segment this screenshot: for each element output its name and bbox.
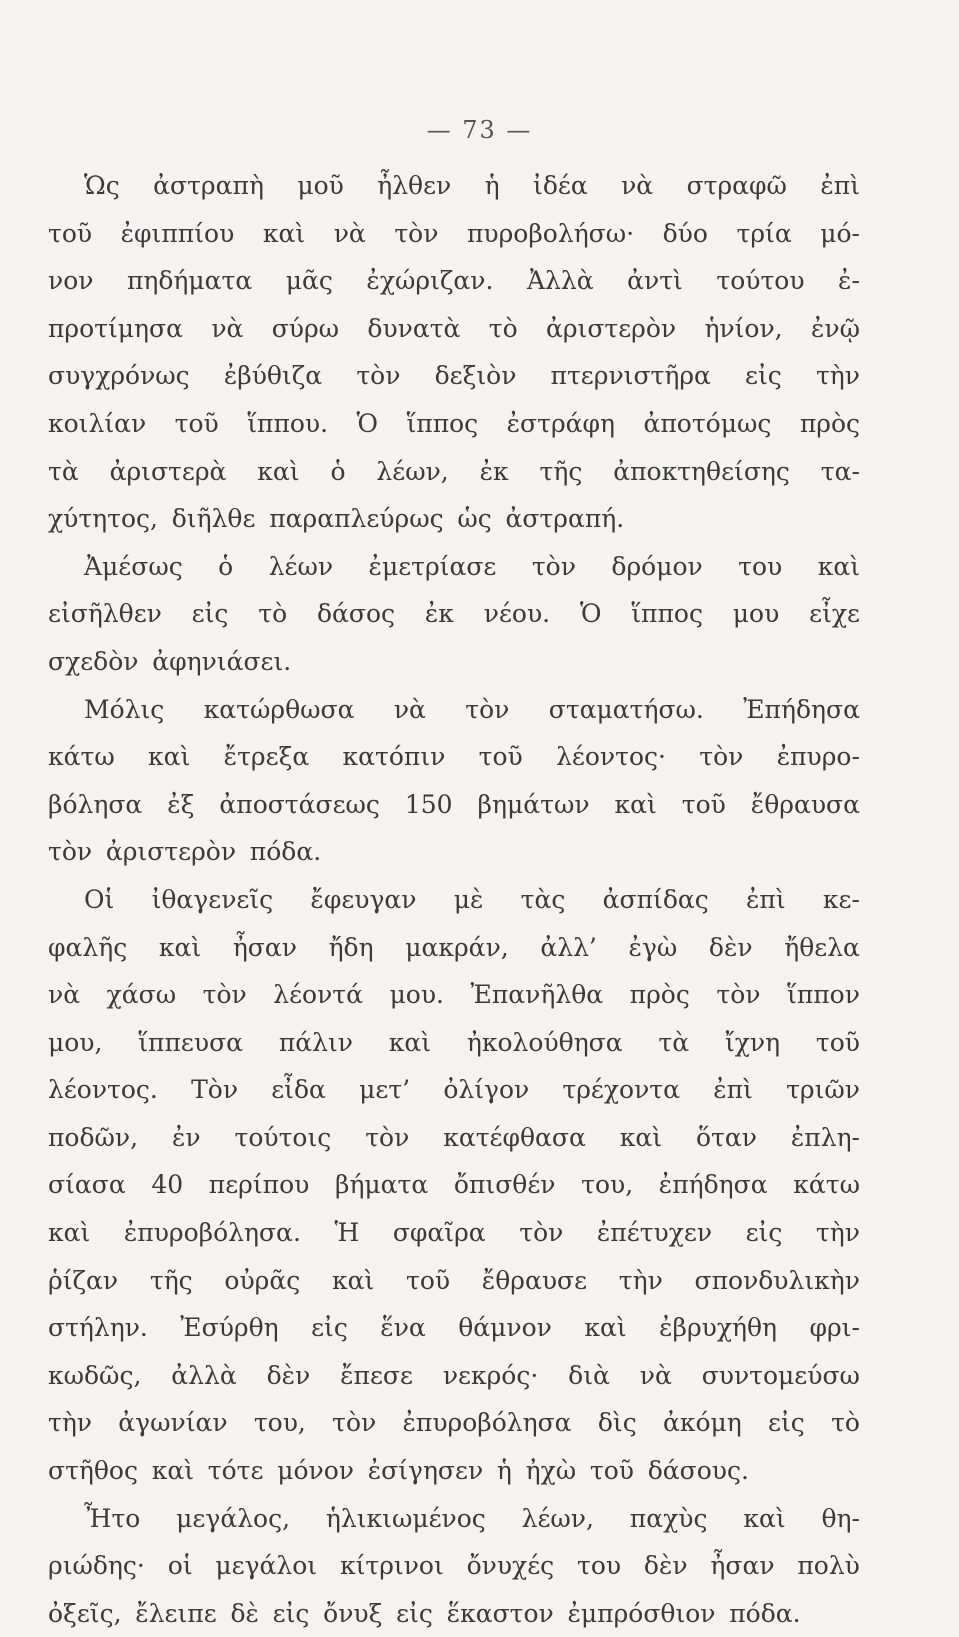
text-line <box>48 495 860 543</box>
text-line <box>48 1114 860 1162</box>
text-line <box>48 686 860 734</box>
word: οἱ <box>167 1551 193 1581</box>
text-line <box>48 257 860 305</box>
word: καὶ <box>257 456 300 486</box>
word: εἰς <box>396 1598 433 1628</box>
word: Ἀλλὰ <box>526 266 594 296</box>
word: πυροβολήσω· <box>466 218 635 248</box>
word: 150 <box>404 789 453 819</box>
word: ῥίζαν <box>48 1265 119 1295</box>
word: στραφῶ <box>686 171 787 200</box>
word: ὡς <box>457 504 492 534</box>
word: χάσω <box>106 980 177 1010</box>
word: ἔπεσε <box>340 1360 413 1390</box>
word: ἐπὶ <box>746 884 786 914</box>
text-line <box>48 733 860 781</box>
word: νὰ <box>639 1360 672 1390</box>
word: νὰ <box>333 218 366 248</box>
word: καὶ <box>151 1456 195 1486</box>
word: ἔφευγαν <box>310 884 417 914</box>
word: τούτου <box>716 266 805 296</box>
word: Ὁ <box>356 408 379 438</box>
word: μόνον <box>277 1456 354 1486</box>
word: κάτω <box>48 742 115 772</box>
word: καὶ <box>743 1503 786 1533</box>
word: καὶ <box>148 742 191 772</box>
word: δεξιὸν <box>434 361 517 391</box>
word: τὸ <box>831 1408 860 1438</box>
word: ἐκ <box>479 456 509 486</box>
word: νὰ <box>621 171 654 200</box>
word: ἡ <box>496 1456 512 1486</box>
word: νεκρός· <box>442 1360 539 1390</box>
word: ἔλειπε <box>135 1598 217 1628</box>
word: ἐσίγησεν <box>367 1456 484 1486</box>
word: κατώρθωσα <box>203 694 355 724</box>
page-number: — 73 — <box>426 116 533 144</box>
word: ἐπήδησα <box>658 1170 768 1200</box>
word: εἰς <box>745 361 782 391</box>
word: Τὸν <box>191 1075 239 1105</box>
word: ἀφηνιάσει. <box>152 646 292 676</box>
word: τοῦ <box>815 1027 860 1057</box>
word: ἀριστερὸν <box>105 837 237 867</box>
word: τὸν <box>465 694 510 724</box>
word: παχὺς <box>629 1503 708 1533</box>
word: τὰς <box>520 884 566 914</box>
word: νὰ <box>393 694 426 724</box>
word: τὴν <box>48 1408 93 1438</box>
word: ἐπέτυχεν <box>596 1218 713 1248</box>
word: ἀγωνίαν <box>118 1408 228 1438</box>
word: νὰ <box>211 313 244 343</box>
word: ὅταν <box>696 1122 757 1152</box>
word: ἔθραυσα <box>750 789 860 819</box>
word: δάσους. <box>647 1456 749 1486</box>
word: τοῦ <box>681 789 726 819</box>
word: στῆθος <box>48 1456 138 1486</box>
word: σίασα <box>48 1170 126 1200</box>
word: Ἦτο <box>84 1503 141 1533</box>
word: χύτητος, <box>48 504 158 534</box>
word: καὶ <box>388 1027 432 1057</box>
word: του <box>576 1551 622 1581</box>
word: τὰ <box>48 456 79 486</box>
word: τὸ <box>258 599 288 629</box>
text-line <box>48 876 860 924</box>
word: σπονδυλικὴν <box>694 1265 860 1295</box>
word: κατόπιν <box>342 742 446 772</box>
word: πόδα. <box>249 837 322 867</box>
word: ἦσαν <box>710 1551 775 1581</box>
word: κάτω <box>793 1170 860 1200</box>
word: φαλῆς <box>48 932 128 962</box>
word: ἐν <box>171 1122 201 1152</box>
word: καὶ <box>817 551 860 581</box>
word: ἐπυροβόλησα <box>402 1408 572 1438</box>
word: του, <box>253 1408 306 1438</box>
word: Ἐπήδησα <box>743 694 860 724</box>
word: τρία <box>736 218 792 248</box>
word: ἐξ <box>167 789 195 819</box>
word: κε- <box>822 884 860 914</box>
word: τοῦ <box>405 1265 451 1295</box>
word: λέοντά <box>273 980 364 1010</box>
word: ἀποστάσεως <box>219 789 380 819</box>
word: τοῦ <box>589 1456 634 1486</box>
word: ἡ <box>484 171 500 200</box>
word: πάλιν <box>278 1027 353 1057</box>
word: ἀστραπή. <box>505 504 625 534</box>
word: καὶ <box>48 1218 91 1248</box>
text-line <box>48 448 860 496</box>
word: καὶ <box>614 789 657 819</box>
word: ὀλίγον <box>443 1075 530 1105</box>
word: μεγάλοι <box>215 1551 318 1581</box>
word: εἰς <box>272 1598 310 1628</box>
text-line <box>48 1257 860 1305</box>
word: ὄνυχές <box>466 1551 555 1581</box>
word: ὄνυξ <box>323 1598 383 1628</box>
word: Ὁ <box>579 599 602 629</box>
word: ἵππος <box>631 599 703 629</box>
word: στήλην. <box>48 1313 148 1343</box>
word: νέου. <box>483 599 551 629</box>
word: ἀλλὰ <box>171 1360 237 1390</box>
word: τρέχοντα <box>562 1075 680 1105</box>
word: ἐπυροβόλησα. <box>123 1218 301 1248</box>
text-line <box>48 305 860 353</box>
word: ἕνα <box>380 1313 426 1343</box>
word: ἐπὶ <box>820 171 860 200</box>
word: τριῶν <box>786 1075 860 1105</box>
word: τὸν <box>699 742 744 772</box>
word: τὸν <box>202 980 247 1010</box>
word: καὶ <box>158 932 202 962</box>
word: ἐ- <box>838 266 860 296</box>
word: πηδήματα <box>126 266 253 296</box>
word: τότε <box>207 1456 264 1486</box>
word: δύο <box>662 218 708 248</box>
word: προτίμησα <box>48 313 183 343</box>
word: ἔθραυσε <box>481 1265 588 1295</box>
word: τὴν <box>815 361 860 391</box>
word: φρι- <box>809 1313 860 1343</box>
word: βόλησα <box>48 789 143 819</box>
word: δὶς <box>597 1408 637 1438</box>
word: μεγάλος, <box>176 1503 291 1533</box>
word: τὸν <box>716 980 761 1010</box>
word: ἐμετρίασε <box>368 551 497 581</box>
word: ὄπισθέν <box>453 1170 556 1200</box>
word: λέοντος· <box>556 742 666 772</box>
word: ἕκαστον <box>446 1598 554 1628</box>
word: ἰθαγενεῖς <box>151 884 274 914</box>
word: λέων <box>268 551 334 581</box>
word: νὰ <box>48 980 81 1010</box>
word: εἰς <box>191 599 229 629</box>
word: ἀλλ’ <box>540 932 597 962</box>
word: θη- <box>821 1503 860 1533</box>
text-line <box>48 1066 860 1114</box>
word: ἀκόμη <box>662 1408 742 1438</box>
word: ἠχὼ <box>525 1456 577 1486</box>
word: λέοντος. <box>48 1075 158 1105</box>
word: εἶδα <box>271 1075 326 1105</box>
word: πτερνιστῆρα <box>550 361 711 391</box>
text-line <box>48 210 860 258</box>
word: εἶχε <box>809 599 860 629</box>
word: κατέφθασα <box>443 1122 586 1152</box>
word: ἐκ <box>424 599 454 629</box>
word: τὸν <box>356 361 401 391</box>
word: μου, <box>48 1027 103 1057</box>
word: εἰς <box>745 1218 783 1248</box>
word: μου <box>732 599 780 629</box>
word: εἰς <box>768 1408 805 1438</box>
word: ἀντὶ <box>627 266 683 296</box>
word: βημάτων <box>477 789 590 819</box>
word: ἰδέα <box>533 171 588 200</box>
word: καὶ <box>331 1265 375 1295</box>
word: παραπλεύρως <box>269 504 444 534</box>
word: λέων, <box>376 456 449 486</box>
word: τοῦ <box>174 408 219 438</box>
text-line <box>48 828 860 876</box>
word: τὴν <box>815 1218 860 1248</box>
word: ἐπυρο- <box>776 742 860 772</box>
word: μετ’ <box>359 1075 411 1105</box>
word: ἐφιππίου <box>120 218 235 248</box>
word: λέων, <box>521 1503 594 1533</box>
word: περίπου <box>208 1170 310 1200</box>
word: τὸν <box>332 1408 377 1438</box>
word: ἀριστερὰ <box>109 456 227 486</box>
word: διῆλθε <box>171 504 256 534</box>
word: ἔτρεξα <box>223 742 310 772</box>
word: ἐχώριζαν. <box>366 266 494 296</box>
body-text <box>48 162 860 1637</box>
text-line <box>48 1590 860 1637</box>
word: ἐπλη- <box>790 1122 860 1152</box>
word: πολὺ <box>797 1551 860 1581</box>
text-line <box>48 1447 860 1495</box>
word: Ἡ <box>334 1218 360 1248</box>
word: τοῦ <box>478 742 523 772</box>
word: ἵππου. <box>247 408 329 438</box>
word: ἀποκτηθείσης <box>613 456 790 486</box>
word: ἐπὶ <box>713 1075 753 1105</box>
word: εἰσῆλθεν <box>48 599 162 629</box>
word: τὰ <box>658 1027 690 1057</box>
word: πρὸς <box>629 980 690 1010</box>
word: μό- <box>820 218 860 248</box>
word: θάμνον <box>458 1313 552 1343</box>
word: ἡλικιωμένος <box>325 1503 486 1533</box>
text-line <box>48 1209 860 1257</box>
text-line <box>48 1161 860 1209</box>
text-line <box>48 1399 860 1447</box>
word: ἦλθεν <box>377 171 452 200</box>
word: μοῦ <box>297 171 344 200</box>
word: σφαῖρα <box>392 1218 486 1248</box>
word: καὶ <box>584 1313 627 1343</box>
word: τὸ <box>488 313 518 343</box>
word: βήματα <box>335 1170 429 1200</box>
text-line <box>48 400 860 448</box>
word: ἴχνη <box>724 1027 781 1057</box>
word: πρὸς <box>799 408 860 438</box>
word: δὲ <box>230 1598 259 1628</box>
text-line <box>48 638 860 686</box>
word: καὶ <box>619 1122 663 1152</box>
word: τῆς <box>539 456 583 486</box>
word: ὀξεῖς, <box>48 1598 122 1628</box>
text-line <box>48 781 860 829</box>
word: δὲν <box>708 932 753 962</box>
word: εἰς <box>311 1313 348 1343</box>
word: Οἱ <box>84 884 115 914</box>
word: ἀστραπὴ <box>153 171 264 200</box>
word: Ἀμέσως <box>84 551 183 581</box>
word: ἵππευσα <box>138 1027 244 1057</box>
word: τὴν <box>618 1265 663 1295</box>
text-line <box>48 162 860 210</box>
word: ἡνίον, <box>704 313 783 343</box>
word: συντομεύσω <box>701 1360 860 1390</box>
word: ἐβρυχήθη <box>659 1313 778 1343</box>
word: τῆς <box>149 1265 193 1295</box>
word: ὁ <box>218 551 234 581</box>
text-line <box>48 1542 860 1590</box>
word: ἀσπίδας <box>602 884 709 914</box>
word: δάσος <box>316 599 396 629</box>
word: μᾶς <box>285 266 333 296</box>
text-line <box>48 1495 860 1543</box>
word: μὲ <box>453 884 484 914</box>
word: κίτρινοι <box>339 1551 444 1581</box>
word: οὐρᾶς <box>224 1265 301 1295</box>
word: ἐστράφη <box>506 408 616 438</box>
text-line <box>48 1019 860 1067</box>
word: συγχρόνως <box>48 361 190 391</box>
word: τὸν <box>48 837 93 867</box>
word: 40 <box>151 1170 184 1200</box>
word: ἤθελα <box>784 932 860 962</box>
word: Ἐσύρθη <box>180 1313 279 1343</box>
text-line <box>48 543 860 591</box>
text-line <box>48 971 860 1019</box>
word: καὶ <box>262 218 306 248</box>
text-line <box>48 924 860 972</box>
word: κωδῶς, <box>48 1360 142 1390</box>
word: νον <box>48 266 94 296</box>
word: σύρω <box>271 313 340 343</box>
word: πόδα. <box>729 1598 801 1628</box>
text-line <box>48 352 860 400</box>
word: δὲν <box>643 1551 688 1581</box>
word: ὁ <box>330 456 346 486</box>
text-line <box>48 1352 860 1400</box>
text-line <box>48 1304 860 1352</box>
word: ἐγὼ <box>628 932 678 962</box>
word: ἵππον <box>787 980 860 1010</box>
word: τὸν <box>519 1218 564 1248</box>
word: ποδῶν, <box>48 1122 139 1152</box>
word: μακράν, <box>405 932 509 962</box>
text-line <box>48 590 860 638</box>
word: τα- <box>820 456 860 486</box>
word: τὸν <box>394 218 439 248</box>
word: ἦσαν <box>232 932 297 962</box>
word: δὲν <box>266 1360 311 1390</box>
word: ἐβύθιζα <box>223 361 323 391</box>
word: ριώδης· <box>48 1551 145 1581</box>
word: ἐμπρόσθιον <box>567 1598 716 1628</box>
word: δυνατὰ <box>367 313 461 343</box>
word: ἀριστερὸν <box>545 313 677 343</box>
word: ἵππος <box>406 408 479 438</box>
word: ἀποτόμως <box>643 408 772 438</box>
word: τούτοις <box>234 1122 332 1152</box>
word: ἠκολούθησα <box>466 1027 623 1057</box>
word: μου. <box>389 980 445 1010</box>
word: Ὡς <box>84 171 120 200</box>
word: τὸν <box>531 551 576 581</box>
word: του, <box>581 1170 634 1200</box>
word: του <box>738 551 783 581</box>
word: ἐνῷ <box>810 313 860 343</box>
word: Μόλις <box>84 694 165 724</box>
word: σταματήσω. <box>548 694 704 724</box>
word: κοιλίαν <box>48 408 147 438</box>
word: δρόμον <box>611 551 703 581</box>
word: ἤδη <box>328 932 374 962</box>
word: Ἐπανῆλθα <box>470 980 604 1010</box>
word: τοῦ <box>48 218 93 248</box>
word: τὸν <box>365 1122 410 1152</box>
word: διὰ <box>568 1360 610 1390</box>
word: σχεδὸν <box>48 646 139 676</box>
